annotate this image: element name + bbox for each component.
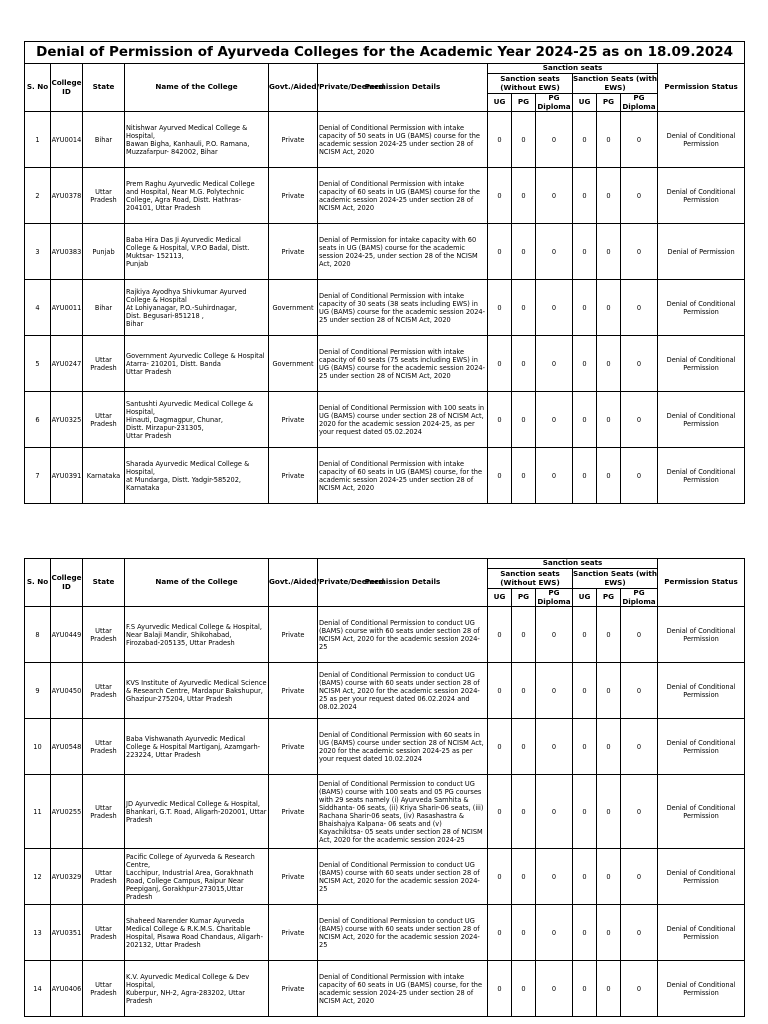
header-permission-status: Permission Status <box>658 64 745 112</box>
row-pg-without-ews: 0 <box>512 719 536 775</box>
row-ug-with-ews: 0 <box>573 775 597 849</box>
row-permission-details: Denial of Conditional Permission to conduct UG (BAMS) course with 60 seats under section 28 of NCISM Act, 2020 for the academic session 2024-25 <box>318 849 488 905</box>
row-pg-diploma-without-ews: 0 <box>536 392 573 448</box>
row-pg-without-ews: 0 <box>512 112 536 168</box>
row-pg-without-ews: 0 <box>512 663 536 719</box>
row-college-name: Santushti Ayurvedic Medical College & Hospital, Hinauti, Dagmagpur, Chunar, Distt. Mirzapur-231305, Uttar Pradesh <box>125 392 269 448</box>
row-permission-status: Denial of Conditional Permission <box>658 280 745 336</box>
row-pg-without-ews: 0 <box>512 224 536 280</box>
row-pg-diploma-with-ews: 0 <box>621 168 658 224</box>
header-college-id: College ID <box>51 559 83 607</box>
row-ug-without-ews: 0 <box>488 392 512 448</box>
row-ug-without-ews: 0 <box>488 168 512 224</box>
row-pg-diploma-without-ews: 0 <box>536 849 573 905</box>
header-state: State <box>83 559 125 607</box>
table-row <box>25 607 745 663</box>
row-state: Punjab <box>83 224 125 280</box>
row-college-name: Nitishwar Ayurved Medical College & Hospital, Bawan Bigha, Kanhauli, P.O. Ramana, Muzzafarpur- 842002, Bihar <box>125 112 269 168</box>
row-state: Uttar Pradesh <box>83 719 125 775</box>
row-pg-diploma-without-ews: 0 <box>536 961 573 1017</box>
row-type: Private <box>269 663 318 719</box>
row-type: Private <box>269 607 318 663</box>
row-ug-without-ews: 0 <box>488 849 512 905</box>
row-type: Private <box>269 775 318 849</box>
row-pg-without-ews: 0 <box>512 448 536 504</box>
row-permission-details: Denial of Conditional Permission to conduct UG (BAMS) course with 100 seats and 05 PG courses with 29 seats namely (i) Ayurveda Samhita & Siddhanta- 06 seats, (ii) Kriya Sharir-06 seats, (iii) Rachana Sharir-06 seats, (iv) Rasashastra & Bhaishajya Kalpana- 06 seats and (v) Kayachikitsa- 05 seats under section 28 of NCISM Act, 2020 for the academic session 2024-25 <box>318 775 488 849</box>
row-ug-without-ews: 0 <box>488 663 512 719</box>
row-state: Uttar Pradesh <box>83 168 125 224</box>
row-pg-with-ews: 0 <box>597 775 621 849</box>
row-ug-with-ews: 0 <box>573 905 597 961</box>
table-row <box>25 961 745 1017</box>
row-pg-diploma-with-ews: 0 <box>621 112 658 168</box>
row-pg-diploma-with-ews: 0 <box>621 280 658 336</box>
header-ug: UG <box>573 94 597 112</box>
row-pg-diploma-with-ews: 0 <box>621 961 658 1017</box>
header-sanction-seats: Sanction seats <box>488 64 658 74</box>
row-sno: 11 <box>25 775 51 849</box>
row-college-name: Pacific College of Ayurveda & Research Centre, Lacchipur, Industrial Area, Gorakhnath Road, College Campus, Raipur Near Peepiganj, Gorakhpur-273015,Uttar Pradesh <box>125 849 269 905</box>
table-row <box>25 280 745 336</box>
header-ug: UG <box>488 94 512 112</box>
row-pg-diploma-with-ews: 0 <box>621 224 658 280</box>
row-pg-diploma-with-ews: 0 <box>621 775 658 849</box>
row-ug-without-ews: 0 <box>488 607 512 663</box>
row-pg-diploma-without-ews: 0 <box>536 905 573 961</box>
row-state: Bihar <box>83 112 125 168</box>
header-pg-diploma: PG Diploma <box>537 588 571 606</box>
row-sno: 5 <box>25 336 51 392</box>
header-type: Govt./Aided/Private/Deemed <box>269 64 318 112</box>
table-body-page-2 <box>25 607 745 1017</box>
row-type: Private <box>269 168 318 224</box>
table-row <box>25 392 745 448</box>
row-college-id: AYU0325 <box>51 392 83 448</box>
row-ug-without-ews: 0 <box>488 280 512 336</box>
row-state: Uttar Pradesh <box>83 849 125 905</box>
row-college-id: AYU0383 <box>51 224 83 280</box>
header-college-name: Name of the College <box>125 64 269 112</box>
row-ug-without-ews: 0 <box>488 448 512 504</box>
row-college-id: AYU0450 <box>51 663 83 719</box>
row-permission-status: Denial of Conditional Permission <box>658 849 745 905</box>
row-pg-without-ews: 0 <box>512 961 536 1017</box>
row-permission-details: Denial of Conditional Permission with intake capacity of 60 seats in UG (BAMS) course, for the academic session 2024-25 under section 28 of NCISM Act, 2020 <box>318 961 488 1017</box>
row-pg-with-ews: 0 <box>597 905 621 961</box>
table-row <box>25 849 745 905</box>
row-permission-status: Denial of Conditional Permission <box>658 336 745 392</box>
row-permission-status: Denial of Conditional Permission <box>658 775 745 849</box>
row-type: Private <box>269 112 318 168</box>
table-row <box>25 224 745 280</box>
table-row <box>25 448 745 504</box>
row-ug-with-ews: 0 <box>573 448 597 504</box>
row-ug-without-ews: 0 <box>488 905 512 961</box>
header-pg: PG <box>597 94 621 112</box>
header-without-ews: Sanction seats (Without EWS) <box>488 74 573 94</box>
row-type: Private <box>269 719 318 775</box>
row-pg-diploma-with-ews: 0 <box>621 719 658 775</box>
row-permission-status: Denial of Conditional Permission <box>658 961 745 1017</box>
table-row <box>25 112 745 168</box>
row-type: Private <box>269 905 318 961</box>
row-pg-diploma-with-ews: 0 <box>621 448 658 504</box>
row-state: Uttar Pradesh <box>83 663 125 719</box>
row-college-name: Government Ayurvedic College & Hospital Atarra- 210201, Distt. Banda Uttar Pradesh <box>125 336 269 392</box>
header-college-id: College ID <box>51 64 83 112</box>
row-ug-without-ews: 0 <box>488 112 512 168</box>
row-permission-details: Denial of Conditional Permission to conduct UG (BAMS) course with 60 seats under section 28 of NCISM Act, 2020 for the academic session 2024-25 <box>318 905 488 961</box>
row-permission-details: Denial of Conditional Permission with 100 seats in UG (BAMS) course under section 28 of NCISM Act, 2020 for the academic session 2024-25, as per your request dated 05.02.2024 <box>318 392 488 448</box>
row-ug-with-ews: 0 <box>573 719 597 775</box>
row-permission-details: Denial of Conditional Permission with intake capacity of 60 seats in UG (BAMS) course for the academic session 2024-25 under section 28 of NCISM Act, 2020 <box>318 168 488 224</box>
row-permission-details: Denial of Conditional Permission with intake capacity of 60 seats (75 seats including EWS) in UG (BAMS) course for the academic session 2024-25 under section 28 of NCISM Act, 2020 <box>318 336 488 392</box>
header-state: State <box>83 64 125 112</box>
table-row <box>25 663 745 719</box>
row-type: Private <box>269 961 318 1017</box>
row-ug-with-ews: 0 <box>573 961 597 1017</box>
row-ug-without-ews: 0 <box>488 336 512 392</box>
table-row <box>25 336 745 392</box>
row-sno: 13 <box>25 905 51 961</box>
header-with-ews: Sanction Seats (with EWS) <box>573 74 657 92</box>
row-permission-status: Denial of Conditional Permission <box>658 168 745 224</box>
row-ug-with-ews: 0 <box>573 112 597 168</box>
row-college-id: AYU0449 <box>51 607 83 663</box>
header-sno: S. No <box>25 64 51 112</box>
row-permission-status: Denial of Conditional Permission <box>658 607 745 663</box>
table-body-page-1 <box>25 112 745 504</box>
row-pg-diploma-without-ews: 0 <box>536 168 573 224</box>
row-ug-without-ews: 0 <box>488 775 512 849</box>
row-pg-without-ews: 0 <box>512 775 536 849</box>
row-ug-with-ews: 0 <box>573 224 597 280</box>
table-row <box>25 775 745 849</box>
row-pg-diploma-with-ews: 0 <box>621 905 658 961</box>
header-pg: PG <box>512 94 536 112</box>
table-row <box>25 168 745 224</box>
row-permission-details: Denial of Conditional Permission with intake capacity of 60 seats in UG (BAMS) course, for the academic session 2024-25 under section 28 of NCISM Act, 2020 <box>318 448 488 504</box>
row-pg-with-ews: 0 <box>597 448 621 504</box>
row-pg-diploma-with-ews: 0 <box>621 849 658 905</box>
header-permission-details: Permission Details <box>318 64 488 112</box>
header-pg-diploma: PG Diploma <box>622 588 656 606</box>
row-college-id: AYU0391 <box>51 448 83 504</box>
row-ug-without-ews: 0 <box>488 961 512 1017</box>
row-permission-details: Denial of Conditional Permission with intake capacity of 30 seats (38 seats including EWS) in UG (BAMS) course for the academic session 2024-25 under section 28 of NCISM Act, 2020 <box>318 280 488 336</box>
row-ug-with-ews: 0 <box>573 849 597 905</box>
row-state: Uttar Pradesh <box>83 961 125 1017</box>
row-sno: 14 <box>25 961 51 1017</box>
row-pg-with-ews: 0 <box>597 168 621 224</box>
row-permission-status: Denial of Permission <box>658 224 745 280</box>
header-permission-details: Permission Details <box>318 559 488 607</box>
row-college-id: AYU0011 <box>51 280 83 336</box>
row-state: Uttar Pradesh <box>83 905 125 961</box>
row-pg-with-ews: 0 <box>597 112 621 168</box>
row-pg-without-ews: 0 <box>512 849 536 905</box>
row-type: Private <box>269 849 318 905</box>
row-pg-with-ews: 0 <box>597 336 621 392</box>
row-pg-with-ews: 0 <box>597 849 621 905</box>
row-pg-with-ews: 0 <box>597 224 621 280</box>
row-permission-status: Denial of Conditional Permission <box>658 719 745 775</box>
row-pg-with-ews: 0 <box>597 392 621 448</box>
row-pg-with-ews: 0 <box>597 961 621 1017</box>
row-sno: 7 <box>25 448 51 504</box>
row-pg-with-ews: 0 <box>597 663 621 719</box>
row-state: Uttar Pradesh <box>83 775 125 849</box>
denial-table-page-2 <box>24 558 745 1017</box>
row-state: Bihar <box>83 280 125 336</box>
row-college-name: Baba Hira Das Ji Ayurvedic Medical College & Hospital, V.P.O Badal, Distt. Muktsar- 152113, Punjab <box>125 224 269 280</box>
row-college-id: AYU0351 <box>51 905 83 961</box>
row-sno: 12 <box>25 849 51 905</box>
row-ug-with-ews: 0 <box>573 280 597 336</box>
row-pg-diploma-without-ews: 0 <box>536 775 573 849</box>
row-permission-status: Denial of Conditional Permission <box>658 905 745 961</box>
row-pg-with-ews: 0 <box>597 719 621 775</box>
row-college-name: JD Ayurvedic Medical College & Hospital, Bhankari, G.T. Road, Aligarh-202001, Uttar Pradesh <box>125 775 269 849</box>
row-college-id: AYU0247 <box>51 336 83 392</box>
row-college-id: AYU0014 <box>51 112 83 168</box>
row-college-id: AYU0548 <box>51 719 83 775</box>
row-type: Private <box>269 224 318 280</box>
row-college-name: Sharada Ayurvedic Medical College & Hospital, at Mundarga, Distt. Yadgir-585202, Karnataka <box>125 448 269 504</box>
header-ug: UG <box>488 589 512 607</box>
row-college-name: KVS Institute of Ayurvedic Medical Science & Research Centre, Mardapur Bakshupur, Ghazipur-275204, Uttar Pradesh <box>125 663 269 719</box>
row-state: Uttar Pradesh <box>83 336 125 392</box>
row-state: Uttar Pradesh <box>83 607 125 663</box>
row-ug-with-ews: 0 <box>573 607 597 663</box>
row-permission-details: Denial of Conditional Permission to conduct UG (BAMS) course with 60 seats under section 28 of NCISM Act, 2020 for the academic session 2024-25 <box>318 607 488 663</box>
header-pg-diploma: PG Diploma <box>537 93 571 111</box>
denial-table-page-1 <box>24 41 745 504</box>
row-ug-with-ews: 0 <box>573 392 597 448</box>
row-pg-diploma-without-ews: 0 <box>536 112 573 168</box>
row-pg-without-ews: 0 <box>512 168 536 224</box>
row-type: Government <box>269 280 318 336</box>
row-pg-diploma-without-ews: 0 <box>536 448 573 504</box>
row-type: Private <box>269 392 318 448</box>
row-college-id: AYU0255 <box>51 775 83 849</box>
row-pg-diploma-without-ews: 0 <box>536 719 573 775</box>
row-college-name: Rajkiya Ayodhya Shivkumar Ayurved College & Hospital At Lohiyanagar, P.O.-Suhirdnagar, Dist. Begusari-851218 , Bihar <box>125 280 269 336</box>
header-pg-diploma: PG Diploma <box>622 93 656 111</box>
row-permission-status: Denial of Conditional Permission <box>658 112 745 168</box>
row-type: Government <box>269 336 318 392</box>
row-permission-status: Denial of Conditional Permission <box>658 663 745 719</box>
row-college-name: K.V. Ayurvedic Medical College & Dev Hospital, Kuberpur, NH-2, Agra-283202, Uttar Pradesh <box>125 961 269 1017</box>
row-type: Private <box>269 448 318 504</box>
row-sno: 9 <box>25 663 51 719</box>
row-college-name: Prem Raghu Ayurvedic Medical College and Hospital, Near M.G. Polytechnic College, Agra Road, Distt. Hathras-204101, Uttar Pradesh <box>125 168 269 224</box>
row-ug-with-ews: 0 <box>573 663 597 719</box>
row-college-name: Shaheed Narender Kumar Ayurveda Medical College & R.K.M.S. Charitable Hospital, Pisawa Road Chandaus, Aligarh-202132, Uttar Pradesh <box>125 905 269 961</box>
row-sno: 8 <box>25 607 51 663</box>
row-sno: 3 <box>25 224 51 280</box>
row-state: Karnataka <box>83 448 125 504</box>
row-college-name: F.S Ayurvedic Medical College & Hospital, Near Balaji Mandir, Shikohabad, Firozabad-205135, Uttar Pradesh <box>125 607 269 663</box>
header-ug: UG <box>573 589 597 607</box>
header-sanction-seats: Sanction seats <box>488 559 658 569</box>
row-pg-diploma-without-ews: 0 <box>536 663 573 719</box>
row-permission-details: Denial of Conditional Permission to conduct UG (BAMS) course with 60 seats under section 28 of NCISM Act, 2020 for the academic session 2024-25 as per your request dated 06.02.2024 and 08.02.2024 <box>318 663 488 719</box>
row-sno: 4 <box>25 280 51 336</box>
row-pg-without-ews: 0 <box>512 905 536 961</box>
row-pg-diploma-with-ews: 0 <box>621 336 658 392</box>
header-without-ews: Sanction seats (Without EWS) <box>488 569 573 589</box>
row-college-id: AYU0406 <box>51 961 83 1017</box>
header-type: Govt./Aided/Private/Deemed <box>269 559 318 607</box>
row-sno: 2 <box>25 168 51 224</box>
row-pg-without-ews: 0 <box>512 392 536 448</box>
header-with-ews: Sanction Seats (with EWS) <box>573 569 657 587</box>
table-row <box>25 719 745 775</box>
row-pg-diploma-with-ews: 0 <box>621 392 658 448</box>
page-title: Denial of Permission of Ayurveda Colleges for the Academic Year 2024-25 as on 18.09.2024 <box>25 42 745 64</box>
row-pg-diploma-without-ews: 0 <box>536 280 573 336</box>
header-college-name: Name of the College <box>125 559 269 607</box>
header-sno: S. No <box>25 559 51 607</box>
row-college-id: AYU0378 <box>51 168 83 224</box>
header-pg: PG <box>512 589 536 607</box>
row-ug-with-ews: 0 <box>573 336 597 392</box>
row-permission-details: Denial of Permission for intake capacity with 60 seats in UG (BAMS) course for the academic session 2024-25, under section 28 of the NCISM Act, 2020 <box>318 224 488 280</box>
row-permission-status: Denial of Conditional Permission <box>658 392 745 448</box>
row-ug-without-ews: 0 <box>488 224 512 280</box>
row-pg-diploma-without-ews: 0 <box>536 336 573 392</box>
row-ug-without-ews: 0 <box>488 719 512 775</box>
row-pg-diploma-with-ews: 0 <box>621 663 658 719</box>
row-pg-diploma-without-ews: 0 <box>536 607 573 663</box>
row-pg-with-ews: 0 <box>597 280 621 336</box>
header-permission-status: Permission Status <box>658 559 745 607</box>
row-pg-without-ews: 0 <box>512 280 536 336</box>
row-permission-details: Denial of Conditional Permission with 60 seats in UG (BAMS) course under section 28 of NCISM Act, 2020 for the academic session 2024-25 as per your request dated 10.02.2024 <box>318 719 488 775</box>
row-pg-diploma-with-ews: 0 <box>621 607 658 663</box>
header-pg: PG <box>597 589 621 607</box>
row-sno: 1 <box>25 112 51 168</box>
row-permission-status: Denial of Conditional Permission <box>658 448 745 504</box>
table-row <box>25 905 745 961</box>
row-pg-without-ews: 0 <box>512 336 536 392</box>
row-pg-without-ews: 0 <box>512 607 536 663</box>
row-state: Uttar Pradesh <box>83 392 125 448</box>
row-permission-details: Denial of Conditional Permission with intake capacity of 50 seats in UG (BAMS) course for the academic session 2024-25 under section 28 of NCISM Act, 2020 <box>318 112 488 168</box>
row-ug-with-ews: 0 <box>573 168 597 224</box>
row-sno: 10 <box>25 719 51 775</box>
row-sno: 6 <box>25 392 51 448</box>
row-college-name: Baba Vishwanath Ayurvedic Medical College & Hospital Martiganj, Azamgarh-223224, Uttar Pradesh <box>125 719 269 775</box>
row-pg-diploma-without-ews: 0 <box>536 224 573 280</box>
row-pg-with-ews: 0 <box>597 607 621 663</box>
row-college-id: AYU0329 <box>51 849 83 905</box>
